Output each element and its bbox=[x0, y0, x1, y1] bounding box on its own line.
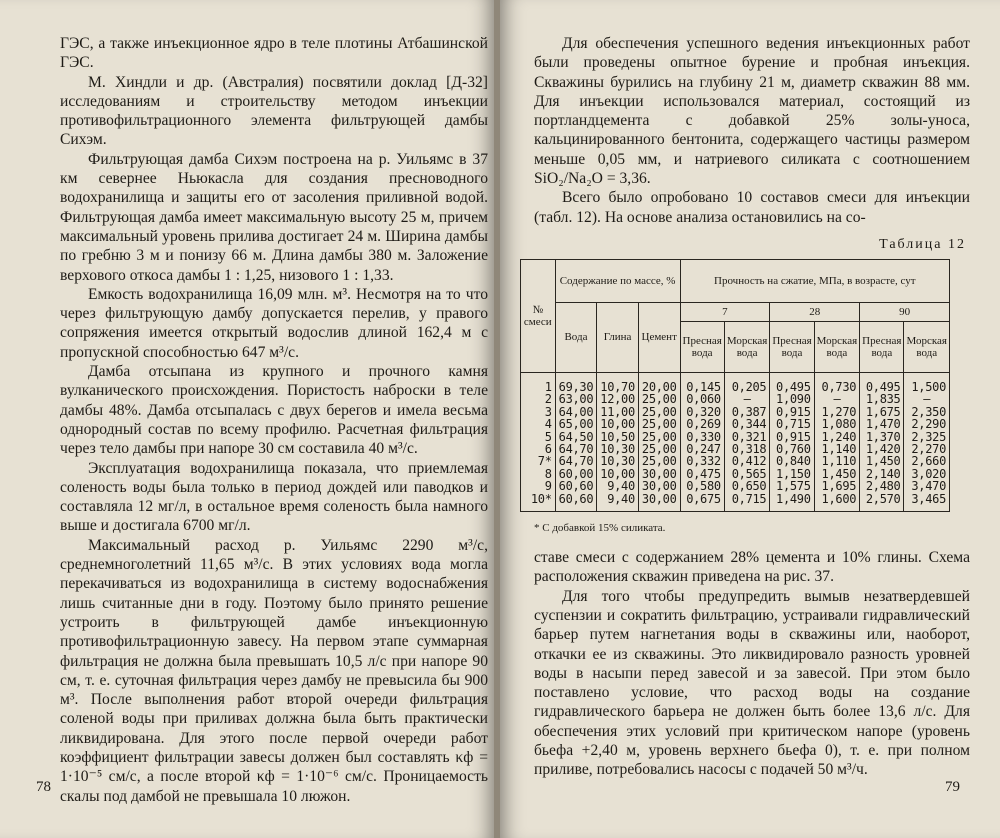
table-row bbox=[521, 393, 950, 405]
table-cell: 1,695 bbox=[814, 480, 860, 492]
table-cell: 0,730 bbox=[814, 372, 860, 393]
table-cell: 60,60 bbox=[555, 480, 597, 492]
table-cell: 60,00 bbox=[555, 468, 597, 480]
table-cell: 2,660 bbox=[904, 455, 950, 467]
table-cell: 0,565 bbox=[724, 468, 770, 480]
col-header-fresh-7: Пресная вода bbox=[680, 321, 724, 372]
table-cell: 0,675 bbox=[680, 493, 724, 512]
paragraph: Для обеспечения успешного ведения инъекционных работ были проведены опытное бурение и пробная инъекция. Скважины бурились на глубину 21 м, диаметр скважин 88 мм. Для инъекции использовался материал, состоящий из портландцемента с добавкой 25% золы-уноса, кальцинированного бентонита, содержащего частицы размером меньше 0,05 мм, и натриевого силиката с соотношением SiO₂/Na₂O = 3,36. bbox=[534, 35, 970, 188]
page-number: 78 bbox=[36, 779, 51, 795]
table-cell: 1,470 bbox=[860, 418, 904, 430]
table-cell: 3 bbox=[521, 406, 556, 418]
paragraph: ставе смеси с содержанием 28% цемента и 10% глины. Схема расположения скважин приведена на рис. 37. bbox=[534, 549, 970, 586]
paragraph: Эксплуатация водохранилища показала, что приемлемая соленость воды была только в период дождей или паводков и составляла 12 мг/л, в остальное время соленость была намного выше и достигала 6700 мг/л. bbox=[60, 459, 488, 535]
col-header-sea-90: Морская вода bbox=[904, 321, 950, 372]
col-header-sea-28: Морская вода bbox=[814, 321, 860, 372]
table-cell: 30,00 bbox=[638, 468, 680, 480]
table-cell: 1,450 bbox=[860, 455, 904, 467]
table-cell: 1 bbox=[521, 372, 556, 393]
table-cell: 2,325 bbox=[904, 431, 950, 443]
table-cell: 1,110 bbox=[814, 455, 860, 467]
table-cell: 1,490 bbox=[770, 493, 814, 512]
table-cell: 9,40 bbox=[597, 493, 639, 512]
table-row bbox=[521, 493, 950, 512]
table-cell: 60,60 bbox=[555, 493, 597, 512]
paragraph: М. Хиндли и др. (Австралия) посвятили доклад [Д-32] исследованиям и строительству методом инъекции противофильтрационного элемента фильтрующей дамбы Сихэм. bbox=[60, 73, 488, 149]
table-12 bbox=[520, 259, 950, 512]
table-footnote: * С добавкой 15% силиката. bbox=[534, 522, 666, 535]
table-cell: 1,090 bbox=[770, 393, 814, 405]
table-cell: 1,370 bbox=[860, 431, 904, 443]
paragraph: Максимальный расход р. Уильямс 2290 м³/с, среднемноголетний 11,65 м³/с. В этих условиях вода могла перекачиваться из водохранилища в систему водоснабжения лишь считанные дни в году. Поэтому было принято решение устроить в фильтрующей дамбе инъекционную противофильтрационную завесу. На первом этапе суммарная фильтрация не должна была превышать 10,5 л/с при напоре 90 см, т. е. суточная фильтрация через дамбу не превысила бы 900 м³. После выполнения работ второй очереди фильтрация соленой воды при приливах должна была быть практически ликвидирована. Для этого после первой очереди работ коэффициент фильтрации завесы должен был составлять κф = 1·10⁻⁵ см/с, а после второй κф = 1·10⁻⁶ см/с. Проницаемость скалы под дамбой не превышала 10 люжон. bbox=[60, 536, 488, 805]
col-header-num: № смеси bbox=[521, 259, 556, 372]
table-row bbox=[521, 418, 950, 430]
table-cell: 1,270 bbox=[814, 406, 860, 418]
table-cell: 0,915 bbox=[770, 406, 814, 418]
table-cell: 0,344 bbox=[724, 418, 770, 430]
table-cell: 69,30 bbox=[555, 372, 597, 393]
table-cell: 25,00 bbox=[638, 406, 680, 418]
table-cell: — bbox=[904, 393, 950, 405]
table-cell: 10,70 bbox=[597, 372, 639, 393]
table-cell: 10,00 bbox=[597, 468, 639, 480]
page-number: 79 bbox=[945, 779, 960, 795]
paragraph: Фильтрующая дамба Сихэм построена на р. Уильямс в 37 км севернее Ньюкасла для создания пресноводного водохранилища и защиты его от засоления приливной водой. Фильтрующая дамба имеет максимальную высоту 25 м, причем максимальный уровень прилива достигает 24 м. Ширина дамбы по гребню 3 м и понизу 66 м. Длина дамбы 380 м. Заложение верхового откоса дамбы 1 : 1,25, низового 1 : 1,33. bbox=[60, 150, 488, 284]
table-cell: 5 bbox=[521, 431, 556, 443]
table-cell: 2,140 bbox=[860, 468, 904, 480]
table-row bbox=[521, 455, 950, 467]
col-header-fresh-90: Пресная вода bbox=[860, 321, 904, 372]
table-cell: 1,675 bbox=[860, 406, 904, 418]
col-header-content: Содержание по массе, % bbox=[555, 259, 680, 302]
table-cell: 2,350 bbox=[904, 406, 950, 418]
table-cell: 25,00 bbox=[638, 455, 680, 467]
table-cell: 25,00 bbox=[638, 418, 680, 430]
table-caption: Таблица 12 bbox=[879, 236, 966, 252]
table-cell: 0,412 bbox=[724, 455, 770, 467]
table-cell: 64,50 bbox=[555, 431, 597, 443]
table-cell: 1,080 bbox=[814, 418, 860, 430]
col-header-sea-7: Морская вода bbox=[724, 321, 770, 372]
table-cell: — bbox=[814, 393, 860, 405]
table-cell: 10,00 bbox=[597, 418, 639, 430]
table-cell: 20,00 bbox=[638, 372, 680, 393]
table-cell: 1,420 bbox=[860, 443, 904, 455]
table-cell: 1,600 bbox=[814, 493, 860, 512]
table-cell: 0,318 bbox=[724, 443, 770, 455]
table-cell: 0,715 bbox=[724, 493, 770, 512]
table-cell: 2,570 bbox=[860, 493, 904, 512]
table-cell: 0,580 bbox=[680, 480, 724, 492]
table-cell: 9 bbox=[521, 480, 556, 492]
table-cell: 1,575 bbox=[770, 480, 814, 492]
table-cell: 10,50 bbox=[597, 431, 639, 443]
table-cell: 65,00 bbox=[555, 418, 597, 430]
table-cell: 2,270 bbox=[904, 443, 950, 455]
table-cell: 64,70 bbox=[555, 455, 597, 467]
table-cell: 0,840 bbox=[770, 455, 814, 467]
table-cell: 10,30 bbox=[597, 443, 639, 455]
table-cell: 0,495 bbox=[770, 372, 814, 393]
table-cell: 0,320 bbox=[680, 406, 724, 418]
table-cell: 0,495 bbox=[860, 372, 904, 393]
paragraph: Емкость водохранилища 16,09 млн. м³. Несмотря на то что через фильтрующую дамбу допускается перелив, у правого сопряжения имеется открытый водослив длиной 162,4 м с пропускной способностью 647 м³/с. bbox=[60, 285, 488, 361]
paragraph: Для того чтобы предупредить вымыв незатвердевшей суспензии и сократить фильтрацию, устраивали гидравлический барьер путем нагнетания воды в скважины или, наоборот, откачки ее из скважины. Это ликвидировало разность уровней воды в насыпи перед завесой и за завесой. При этом было поставлено условие, что расход воды на создание гидравлического барьера не должен быть более 13,6 л/с. Для обеспечения этих условий при критическом напоре (уровень бьефа +2,40 м, уровень верхнего бьефа 0), т. е. при полном приливе, потребовались насосы с подачей 50 м³/ч. bbox=[534, 587, 970, 779]
col-header-cement: Цемент bbox=[638, 302, 680, 372]
table-cell: 2,480 bbox=[860, 480, 904, 492]
table-row bbox=[521, 372, 950, 393]
table-body bbox=[521, 372, 950, 511]
table-cell: 1,500 bbox=[904, 372, 950, 393]
table-cell: 8 bbox=[521, 468, 556, 480]
table-cell: 2 bbox=[521, 393, 556, 405]
col-header-age-7: 7 bbox=[680, 302, 770, 321]
table-cell: 1,240 bbox=[814, 431, 860, 443]
table-cell: 30,00 bbox=[638, 480, 680, 492]
table-cell: 3,470 bbox=[904, 480, 950, 492]
table-cell: 30,00 bbox=[638, 493, 680, 512]
table-cell: 1,835 bbox=[860, 393, 904, 405]
table-cell: 25,00 bbox=[638, 393, 680, 405]
paragraph: Дамба отсыпана из крупного и прочного камня вулканического происхождения. Пористость наброски в теле дамбы 48%. Дамба отсыпалась с двух берегов и имела весьма однородный состав по всему профилю. Расчетная фильтрация через тело дамбы при напоре 30 см составила 40 м³/с. bbox=[60, 363, 488, 458]
table-cell: 0,650 bbox=[724, 480, 770, 492]
right-page bbox=[500, 0, 1000, 838]
table-cell: 3,465 bbox=[904, 493, 950, 512]
table-cell: 2,290 bbox=[904, 418, 950, 430]
col-header-fresh-28: Пресная вода bbox=[770, 321, 814, 372]
table-cell: 25,00 bbox=[638, 431, 680, 443]
table-cell: 0,387 bbox=[724, 406, 770, 418]
table-cell: 1,140 bbox=[814, 443, 860, 455]
table-cell: 64,00 bbox=[555, 406, 597, 418]
col-header-age-28: 28 bbox=[770, 302, 860, 321]
table-cell: 1,150 bbox=[770, 468, 814, 480]
table-cell: 0,321 bbox=[724, 431, 770, 443]
table-cell: 0,760 bbox=[770, 443, 814, 455]
paragraph: ГЭС, а также инъекционное ядро в теле плотины Атбашинской ГЭС. bbox=[60, 35, 488, 72]
table-cell: 0,475 bbox=[680, 468, 724, 480]
table-cell: 0,205 bbox=[724, 372, 770, 393]
col-header-water: Вода bbox=[555, 302, 597, 372]
col-header-age-90: 90 bbox=[860, 302, 950, 321]
table-row bbox=[521, 480, 950, 492]
table-cell: 6 bbox=[521, 443, 556, 455]
paragraph: Всего было опробовано 10 составов смеси для инъекции (табл. 12). На основе анализа остановились на со- bbox=[534, 189, 970, 226]
table-cell: 9,40 bbox=[597, 480, 639, 492]
col-header-strength: Прочность на сжатие, МПа, в возрасте, сут bbox=[680, 259, 949, 302]
table-cell: 0,145 bbox=[680, 372, 724, 393]
table-cell: 3,020 bbox=[904, 468, 950, 480]
table-cell: 7* bbox=[521, 455, 556, 467]
table-cell: 0,330 bbox=[680, 431, 724, 443]
table-cell: 0,332 bbox=[680, 455, 724, 467]
col-header-clay: Глина bbox=[597, 302, 639, 372]
table-cell: 25,00 bbox=[638, 443, 680, 455]
table-cell: 10,30 bbox=[597, 455, 639, 467]
table-cell: 63,00 bbox=[555, 393, 597, 405]
table-cell: 0,247 bbox=[680, 443, 724, 455]
table-cell: 1,450 bbox=[814, 468, 860, 480]
table-cell: — bbox=[724, 393, 770, 405]
table-cell: 12,00 bbox=[597, 393, 639, 405]
left-page bbox=[0, 0, 494, 838]
table-cell: 0,715 bbox=[770, 418, 814, 430]
table-cell: 0,915 bbox=[770, 431, 814, 443]
table-cell: 64,70 bbox=[555, 443, 597, 455]
table-cell: 4 bbox=[521, 418, 556, 430]
table-cell: 0,269 bbox=[680, 418, 724, 430]
table-cell: 0,060 bbox=[680, 393, 724, 405]
table-cell: 10* bbox=[521, 493, 556, 512]
table-cell: 11,00 bbox=[597, 406, 639, 418]
